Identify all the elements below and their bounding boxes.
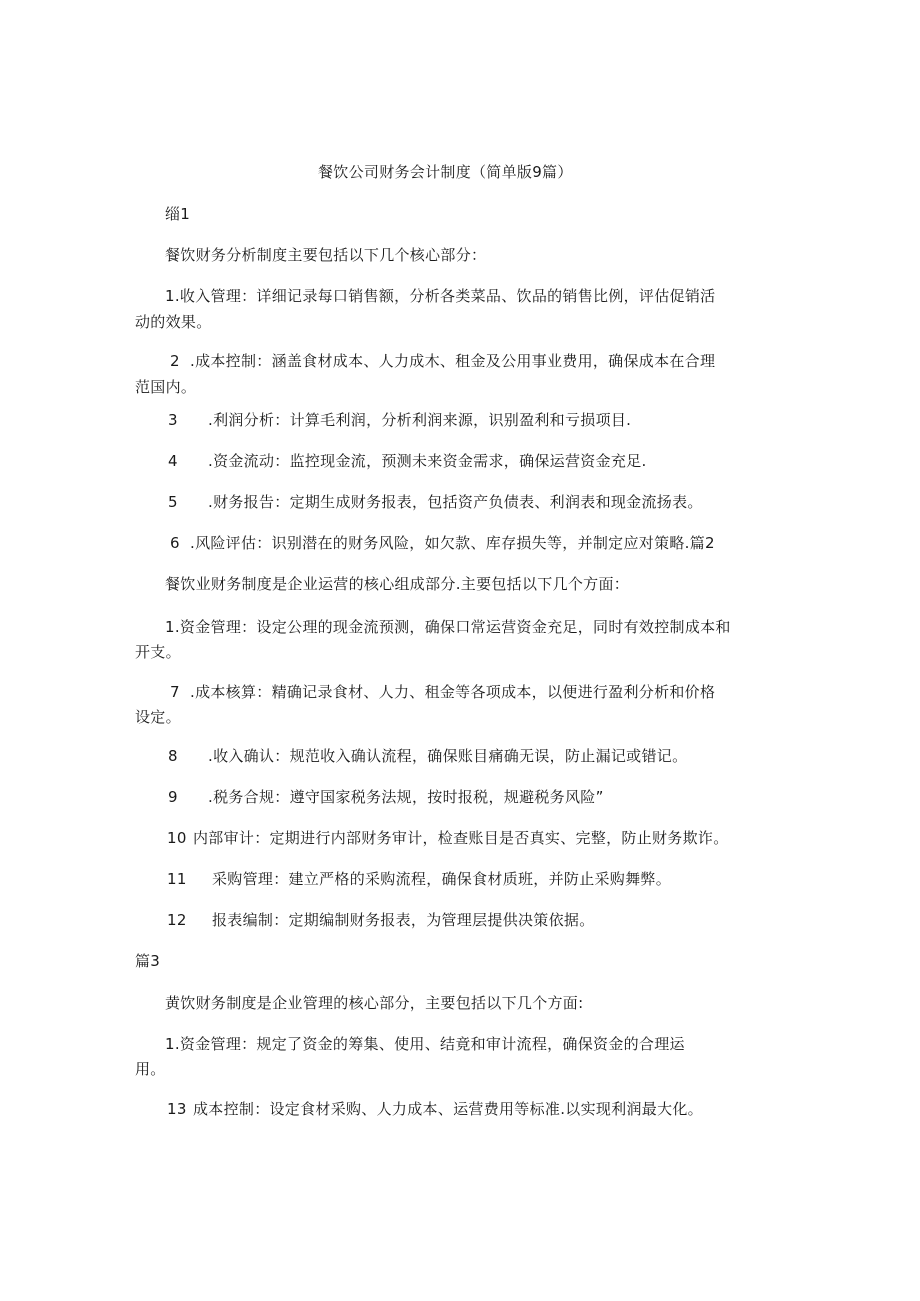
list-item-continuation: 设定。 [135, 708, 181, 726]
item-text: 资金管理：规定了资金的筹集、使用、结竟和审计流程，确保资金的合理运 [179, 1035, 685, 1053]
item-number: 10 [167, 829, 187, 847]
list-item [168, 746, 687, 766]
section-heading-3: 篇3 [135, 952, 161, 970]
item-number: 11 [167, 870, 187, 888]
item-text: .利润分析：计算毛利润，分析利润来源，识别盈利和亏损项目. [208, 411, 632, 429]
item-number: 5 [168, 493, 178, 511]
list-item [167, 1099, 703, 1119]
list-item [170, 682, 715, 702]
item-text: 报表编制：定期编制财务报表，为管理层提供决策依据。 [212, 911, 595, 929]
item-number: 3 [168, 411, 178, 429]
item-text: 收入管理：详细记录每口销售额，分析各类菜品、饮品的销售比例，评估促销活 [179, 287, 716, 305]
section-heading-1: 缁1 [165, 205, 191, 223]
item-text: .成本控制：涵盖食材成本、人力成木、租金及公用事业费用，确保成本在合理 [190, 352, 716, 370]
item-text: 采购管理：建立严格的采购流程，确保食材质班，并防止采购舞弊。 [212, 870, 672, 888]
list-item [167, 828, 729, 848]
item-text: .风险评估：识别潜在的财务风险，如欠款、库存损失等，并制定应对策略.篇2 [190, 534, 715, 552]
list-item [168, 492, 703, 512]
section-intro-1: 餐饮财务分析制度主要包括以下几个核心部分： [165, 246, 487, 264]
item-number: 2 [170, 352, 180, 370]
list-item-continuation: 开支。 [135, 643, 181, 661]
item-number: 4 [168, 452, 178, 470]
item-number: 9 [168, 788, 178, 806]
item-text: 成本控制：设定食材采购、人力成本、运营费用等标准.以实现利润最大化。 [193, 1100, 703, 1118]
item-number: 12 [167, 911, 187, 929]
list-item [168, 787, 604, 807]
section-intro-2: 餐饮业财务制度是企业运营的核心组成部分.主要包括以下几个方面： [165, 575, 630, 593]
list-item [168, 451, 647, 471]
item-text: .资金流动：监控现金流，预测未来资金需求，确保运营资金充足. [208, 452, 647, 470]
section-intro-3: 黄饮财务制度是企业管理的核心部分，主要包括以下几个方面: [165, 994, 584, 1012]
item-number: 7 [170, 683, 180, 701]
list-item [168, 410, 631, 430]
list-item-continuation: 用。 [135, 1060, 166, 1078]
item-number: 1. [165, 618, 180, 636]
item-number: 1. [165, 1035, 180, 1053]
item-text: 内部审计：定期进行内部财务审计，检查账目是否真实、完整，防止财务欺诈。 [193, 829, 729, 847]
item-text: .税务合规：遵守国家税务法规，按时报税，规避税务风险” [208, 788, 604, 806]
list-item [170, 533, 715, 553]
item-text: .成本核算：精确记录食材、人力、租金等各项成本，以便进行盈利分析和价格 [190, 683, 716, 701]
item-number: 13 [167, 1100, 187, 1118]
list-item [165, 617, 731, 637]
page-title: 餐饮公司财务会计制度（简单版9篇） [318, 163, 573, 181]
list-item [165, 1034, 685, 1054]
list-item-continuation: 范国内。 [135, 378, 197, 396]
item-text: .财务报告：定期生成财务报表，包括资产负债表、利润表和现金流扬表。 [208, 493, 703, 511]
item-number: 1. [165, 287, 180, 305]
list-item-continuation: 动的效果。 [135, 313, 212, 331]
item-number: 6 [170, 534, 180, 552]
list-item [165, 286, 715, 306]
list-item [167, 910, 595, 930]
list-item [167, 869, 671, 889]
item-number: 8 [168, 747, 178, 765]
item-text: .收入确认：规范收入确认流程，确保账目痛确无误，防止漏记或错记。 [208, 747, 688, 765]
list-item [170, 351, 715, 371]
item-text: 资金管理：设定公理的现金流预测，确保口常运营资金充足，同时有效控制成本和 [179, 618, 731, 636]
